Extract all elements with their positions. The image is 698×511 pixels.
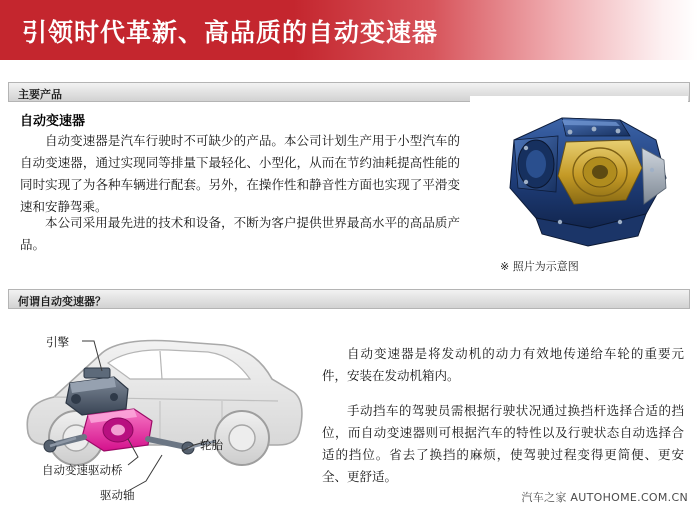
section-header-label: 主要产品	[18, 88, 62, 101]
page-title: 引领时代革新、高品质的自动变速器	[22, 18, 439, 47]
explanation-paragraph-1: 自动变速器是将发动机的动力有效地传递给车轮的重要元件，安装在发动机箱内。	[322, 346, 684, 383]
callout-tire: 轮胎	[200, 438, 223, 452]
callout-drive-shaft: 驱动轴	[100, 488, 135, 502]
explanation-paragraph-2: 手动挡车的驾驶员需根据行驶状况通过换挡杆选择合适的挡位，而自动变速器则可根据汽车的特性以及行驶状态自动选择合适的挡位。省去了换挡的麻烦，使驾驶过程变得更简便、更安全、更舒适。	[322, 403, 684, 484]
callout-drive-axle: 自动变速驱动桥	[42, 463, 123, 477]
section-header-label: 何谓自动变速器？	[18, 295, 106, 308]
product-paragraph-1: 自动变速器是汽车行驶时不可缺少的产品。本公司计划生产用于小型汽车的自动变速器，通过实现同等排量下最轻化、小型化，从而在节约油耗提高性能的同时实现了为各种车辆进行配套。另外，在操作性和静音性方面也实现了平滑变速和安静驾乘。	[20, 133, 460, 214]
site-watermark: 汽车之家 AUTOHOME.COM.CN	[521, 491, 688, 504]
callout-engine: 引擎	[46, 335, 69, 349]
product-paragraph-2: 本公司采用最先进的技术和设备，不断为客户提供世界最高水平的高品质产品。	[20, 215, 460, 252]
product-subtitle: 自动变速器	[20, 114, 86, 129]
transmission-photo	[470, 96, 688, 251]
photo-note: ※ 照片为示意图	[500, 260, 579, 273]
page-banner	[0, 0, 698, 60]
